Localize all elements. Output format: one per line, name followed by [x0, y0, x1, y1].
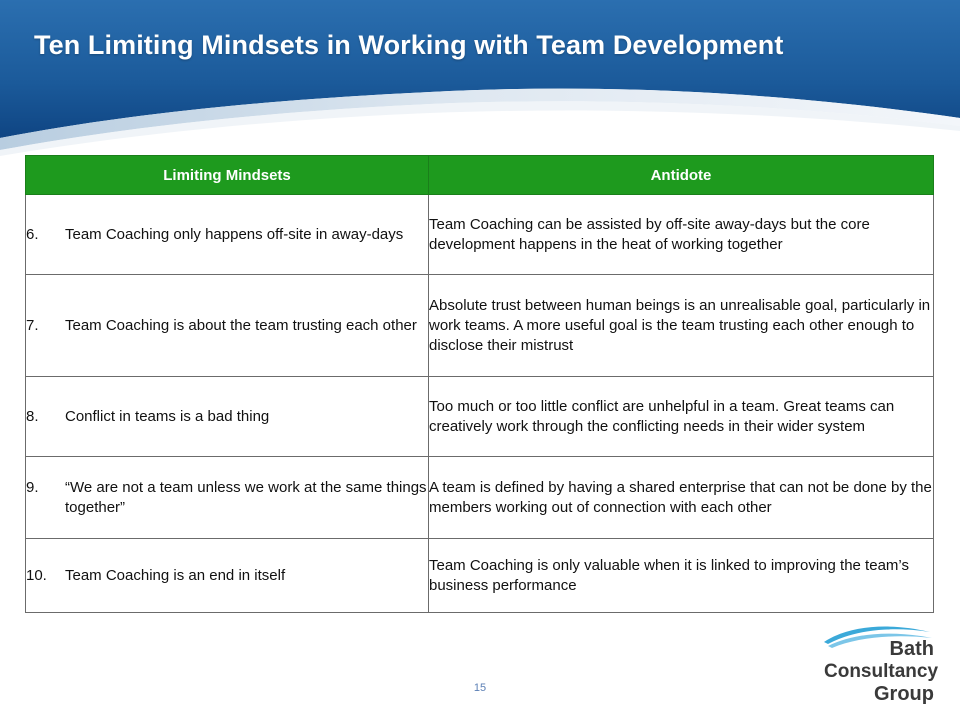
antidote-cell: Team Coaching can be assisted by off-site away-days but the core development happens in the heat of working together	[429, 195, 934, 275]
mindset-cell	[26, 195, 429, 275]
header-wave-graphic	[0, 0, 960, 160]
item-number: 10.	[26, 566, 47, 584]
header-banner	[0, 0, 960, 160]
mindset-text: Conflict in teams is a bad thing	[65, 407, 270, 425]
logo-text-group: Group	[874, 683, 934, 705]
mindset-text: Team Coaching only happens off-site in away-days	[65, 225, 404, 243]
mindset-text: “We are not a team unless we work at the same things together”	[65, 478, 427, 516]
antidote-cell: Too much or too little conflict are unhelpful in a team. Great teams can creatively work through the conflicting needs in their wider system	[429, 377, 934, 457]
item-number: 6.	[26, 225, 39, 243]
item-number: 8.	[26, 407, 39, 425]
table-row	[26, 457, 934, 539]
antidote-cell: Absolute trust between human beings is an unrealisable goal, particularly in work teams. A more useful goal is the team trusting each other enough to disclose their mistrust	[429, 275, 934, 377]
table-header-row	[26, 156, 934, 195]
antidote-cell: Team Coaching is only valuable when it is linked to improving the team’s business performance	[429, 539, 934, 613]
mindset-text: Team Coaching is an end in itself	[65, 566, 286, 584]
logo-text-consultancy: Consultancy	[824, 661, 939, 682]
item-number: 7.	[26, 316, 39, 334]
mindsets-table	[25, 155, 934, 613]
mindset-cell	[26, 457, 429, 539]
item-number: 9.	[26, 478, 39, 496]
logo-text-bath: Bath	[889, 638, 934, 660]
mindset-cell	[26, 539, 429, 613]
table-row	[26, 195, 934, 275]
column-header-limiting-mindsets: Limiting Mindsets	[26, 156, 429, 195]
bath-consultancy-group-logo	[818, 618, 938, 710]
mindset-cell	[26, 377, 429, 457]
antidote-cell: A team is defined by having a shared enterprise that can not be done by the members working out of connection with each other	[429, 457, 934, 539]
mindset-text: Team Coaching is about the team trusting each other	[65, 316, 417, 334]
slide-title: Ten Limiting Mindsets in Working with Team Development	[34, 30, 784, 60]
table-row	[26, 539, 934, 613]
mindset-cell	[26, 275, 429, 377]
table-row	[26, 377, 934, 457]
page-number: 15	[473, 682, 487, 694]
column-header-antidote: Antidote	[429, 156, 934, 195]
table-row	[26, 275, 934, 377]
